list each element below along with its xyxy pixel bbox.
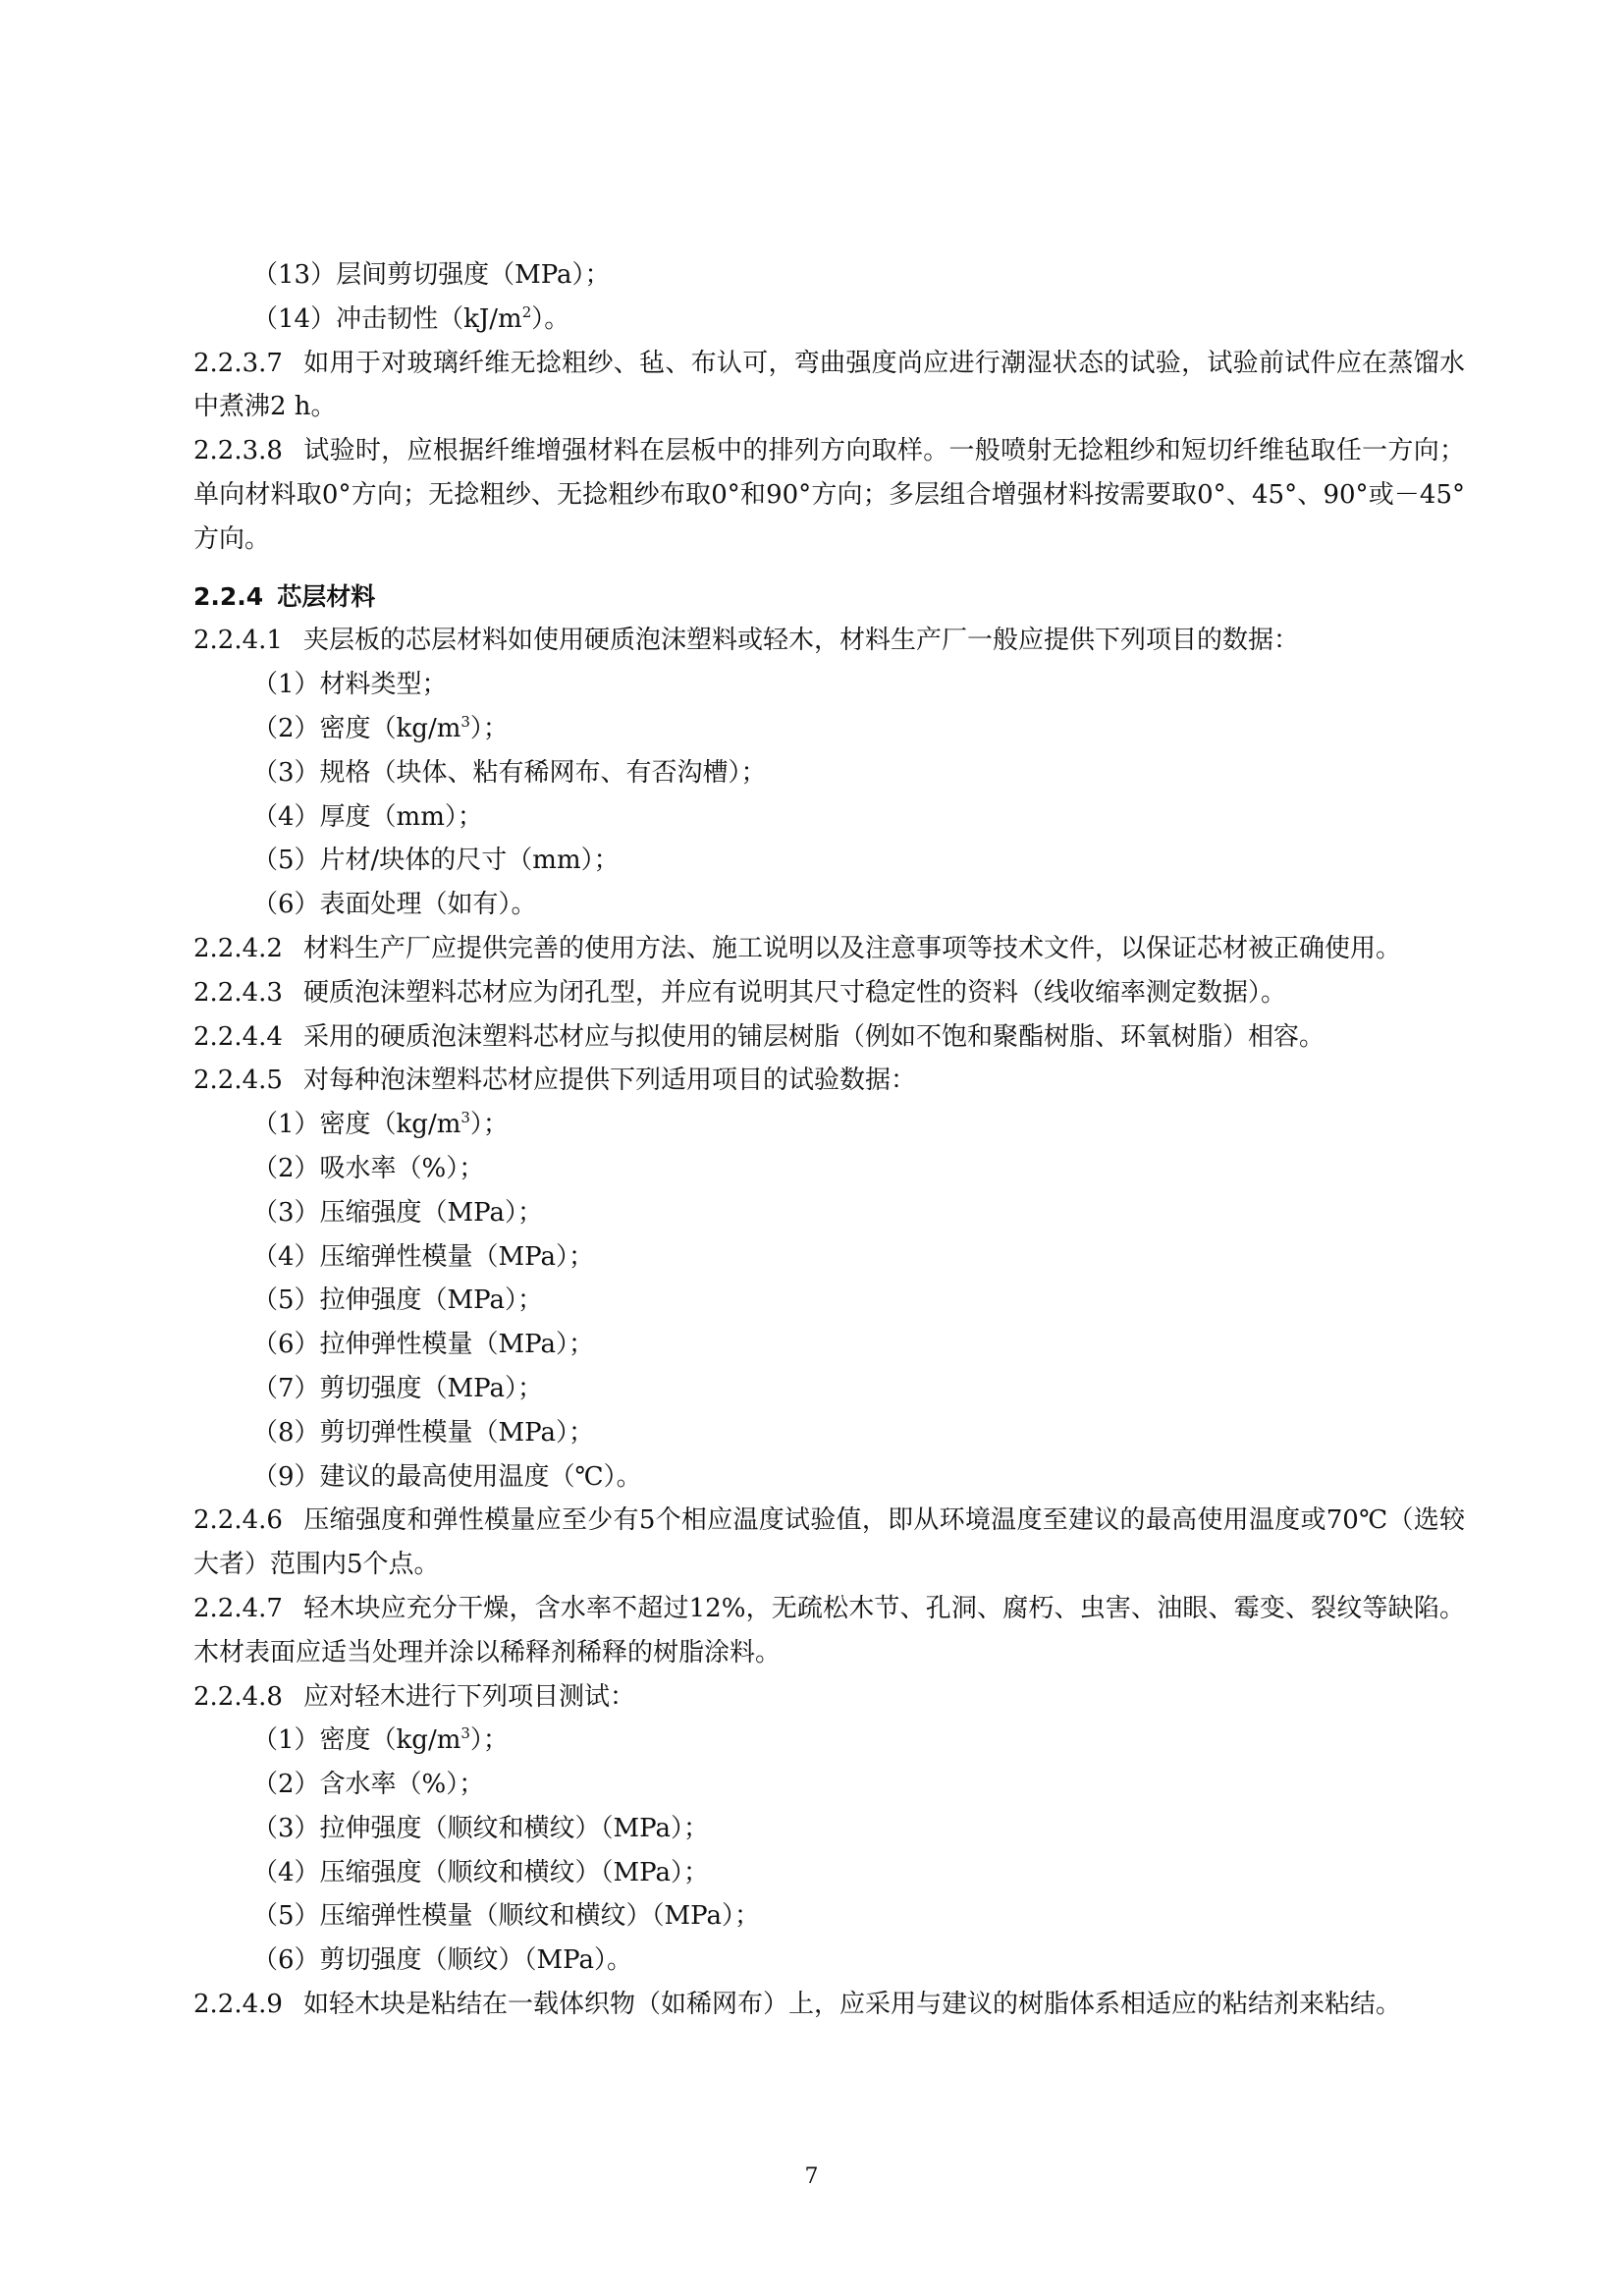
list-item-text: ）；	[469, 713, 509, 743]
page-number: 7	[804, 2164, 819, 2189]
list-item: （5）压缩弹性模量（顺纹和横纹）（MPa）；	[252, 1901, 760, 1932]
clause-paragraph	[193, 619, 1465, 663]
list-item-text: （1）密度（kg/m	[252, 1110, 461, 1140]
clause-text: 硬质泡沫塑料芯材应为闭孔型，并应有说明其尺寸稳定性的资料（线收缩率测定数据）。	[303, 977, 1287, 1008]
list-item	[193, 707, 1465, 751]
clause-text: 试验时，应根据纤维增强材料在层板中的排列方向取样。一般喷射无捻粗纱和短切纤维毡取任一方向；单向材料取0°方向；无捻粗纱、无捻粗纱布取0°和90°方向；多层组合增强材料按需要取0°、45°、90°或－45°方向。	[193, 436, 1465, 554]
clause-number: 2.2.4.2	[193, 933, 283, 963]
clause-text: 材料生产厂应提供完善的使用方法、施工说明以及注意事项等技术文件，以保证芯材被正确使用。	[303, 933, 1402, 963]
clause-paragraph	[193, 1015, 1465, 1060]
list-item: （5）片材/块体的尺寸（mm）；	[252, 846, 620, 876]
clause-text: 如用于对玻璃纤维无捻粗纱、毡、布认可，弯曲强度尚应进行潮湿状态的试验，试验前试件应在蒸馏水中煮沸2 h。	[193, 348, 1465, 422]
clause-text: 采用的硬质泡沫塑料芯材应与拟使用的铺层树脂（例如不饱和聚酯树脂、环氧树脂）相容。	[303, 1021, 1325, 1052]
clause-paragraph	[193, 1983, 1465, 2027]
list-item: （6）拉伸弹性模量（MPa）；	[252, 1330, 594, 1360]
clause-paragraph	[193, 429, 1465, 561]
list-item: （6）表面处理（如有）。	[252, 890, 537, 920]
clause-paragraph	[193, 1675, 1465, 1720]
clause-number: 2.2.4.1	[193, 626, 283, 656]
clause-number: 2.2.4.9	[193, 1990, 283, 2020]
superscript: 3	[460, 712, 470, 731]
clause-number: 2.2.3.7	[193, 348, 283, 378]
section-title: 芯层材料	[277, 581, 376, 611]
list-item-text: （14）冲击韧性（kJ/m	[252, 303, 522, 334]
page-content	[193, 253, 1465, 2027]
list-item-text: ）；	[469, 1725, 509, 1756]
list-item	[193, 1719, 1465, 1763]
superscript: 3	[460, 1109, 470, 1127]
list-item-text: （1）密度（kg/m	[252, 1725, 461, 1756]
clause-text: 对每种泡沫塑料芯材应提供下列适用项目的试验数据：	[303, 1066, 917, 1096]
list-item: （4）压缩弹性模量（MPa）；	[252, 1241, 594, 1272]
clause-paragraph	[193, 927, 1465, 971]
list-item: （2）含水率（%）；	[252, 1770, 485, 1800]
clause-paragraph	[193, 1059, 1465, 1103]
clause-number: 2.2.4.8	[193, 1681, 283, 1712]
list-item: （8）剪切弹性模量（MPa）；	[252, 1417, 594, 1448]
clause-paragraph	[193, 971, 1465, 1015]
list-item: （13）层间剪切强度（MPa）；	[252, 260, 611, 290]
clause-number: 2.2.4.4	[193, 1021, 283, 1052]
clause-paragraph	[193, 1587, 1465, 1675]
list-item: （3）拉伸强度（顺纹和横纹）（MPa）；	[252, 1813, 709, 1843]
clause-number: 2.2.4.6	[193, 1505, 283, 1536]
clause-number: 2.2.3.8	[193, 436, 283, 466]
list-item: （4）压缩强度（顺纹和横纹）（MPa）；	[252, 1857, 709, 1887]
list-item: （7）剪切强度（MPa）；	[252, 1373, 543, 1403]
list-item: （9）建议的最高使用温度（℃）。	[252, 1461, 642, 1492]
list-item: （3）规格（块体、粘有稀网布、有否沟槽）；	[252, 757, 767, 788]
clause-paragraph	[193, 342, 1465, 430]
list-item: （6）剪切强度（顺纹）（MPa）。	[252, 1945, 632, 1976]
section-heading	[193, 575, 1465, 620]
list-item: （2）吸水率（%）；	[252, 1153, 485, 1183]
list-item: （1）材料类型；	[252, 670, 448, 700]
clause-text: 应对轻木进行下列项目测试：	[303, 1681, 636, 1712]
list-item	[193, 1103, 1465, 1147]
list-item-text: ）。	[531, 303, 570, 334]
clause-number: 2.2.4.7	[193, 1593, 283, 1623]
list-item-text: （2）密度（kg/m	[252, 713, 461, 743]
list-item: （5）拉伸强度（MPa）；	[252, 1285, 543, 1316]
clause-paragraph	[193, 1499, 1465, 1587]
list-item: （3）压缩强度（MPa）；	[252, 1197, 543, 1228]
clause-text: 压缩强度和弹性模量应至少有5个相应温度试验值，即从环境温度至建议的最高使用温度或70℃（选较大者）范围内5个点。	[193, 1505, 1465, 1580]
clause-text: 如轻木块是粘结在一载体织物（如稀网布）上，应采用与建议的树脂体系相适应的粘结剂来粘结。	[303, 1990, 1402, 2020]
superscript: 2	[521, 302, 532, 321]
list-item: （4）厚度（mm）；	[252, 801, 483, 832]
clause-number: 2.2.4.5	[193, 1066, 283, 1096]
superscript: 3	[460, 1724, 470, 1743]
clause-text: 轻木块应充分干燥，含水率不超过12%，无疏松木节、孔洞、腐朽、虫害、油眼、霉变、裂纹等缺陷。木材表面应适当处理并涂以稀释剂稀释的树脂涂料。	[193, 1593, 1465, 1667]
clause-number: 2.2.4.3	[193, 977, 283, 1008]
section-number: 2.2.4	[193, 581, 264, 611]
list-item	[193, 298, 1465, 342]
clause-text: 夹层板的芯层材料如使用硬质泡沫塑料或轻木，材料生产厂一般应提供下列项目的数据：	[303, 626, 1300, 656]
list-item-text: ）；	[469, 1110, 509, 1140]
